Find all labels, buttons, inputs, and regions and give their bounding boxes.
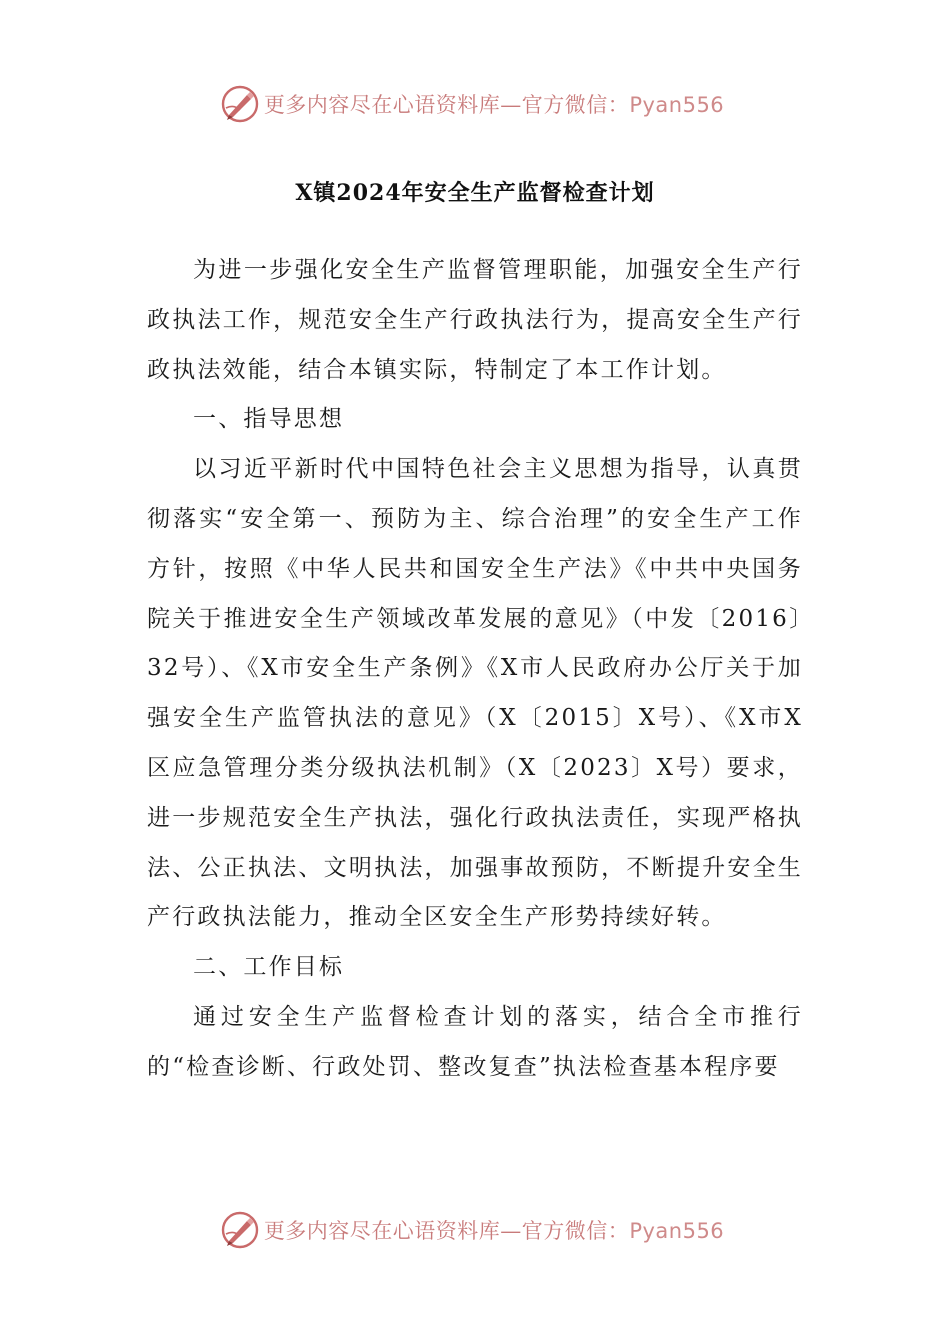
header-banner xyxy=(0,82,950,126)
pen-logo-icon xyxy=(220,84,260,124)
document-title: X镇2024年安全生产监督检查计划 xyxy=(295,180,655,206)
footer-banner xyxy=(0,1208,950,1252)
wechat-id: Pyan556 xyxy=(629,1219,725,1243)
section-heading-work-goals: 二、工作目标 xyxy=(193,954,345,981)
banner-text: 更多内容尽在心语资料库—官方微信：Pyan556 xyxy=(263,93,725,117)
header-banner-content xyxy=(220,84,724,124)
work-goals-paragraph: 通过安全生产监督检查计划的落实，结合全市推行的“检查诊断、行政处罚、整改复查”执法检查基本程序要 xyxy=(147,1003,803,1080)
guiding-ideology-paragraph: 以习近平新时代中国特色社会主义思想为指导，认真贯彻落实“安全第一、预防为主、综合治理”的安全生产工作方针，按照《中华人民共和国安全生产法》《中共中央国务院关于推进安全生产领域改革发展的意见》（中发〔2016〕32号）、《X市安全生产条例》《X市人民政府办公厅关于加强安全生产监管执法的意见》（X〔2015〕X号）、《X市X区应急管理分类分级执法机制》（X〔2023〕X号）要求，进一步规范安全生产执法，强化行政执法责任，实现严格执法、公正执法、文明执法，加强事故预防，不断提升安全生产行政执法能力，推动全区安全生产形势持续好转。 xyxy=(147,456,803,931)
pen-logo-icon xyxy=(220,1210,260,1250)
banner-text: 更多内容尽在心语资料库—官方微信：Pyan556 xyxy=(263,1219,725,1243)
intro-paragraph: 为进一步强化安全生产监督管理职能，加强安全生产行政执法工作，规范安全生产行政执法行为，提高安全生产行政执法效能，结合本镇实际，特制定了本工作计划。 xyxy=(147,257,803,383)
section-heading-guiding-ideology: 一、指导思想 xyxy=(193,406,345,433)
footer-banner-content xyxy=(220,1210,724,1250)
wechat-id: Pyan556 xyxy=(629,93,725,117)
document-body xyxy=(147,246,803,1093)
